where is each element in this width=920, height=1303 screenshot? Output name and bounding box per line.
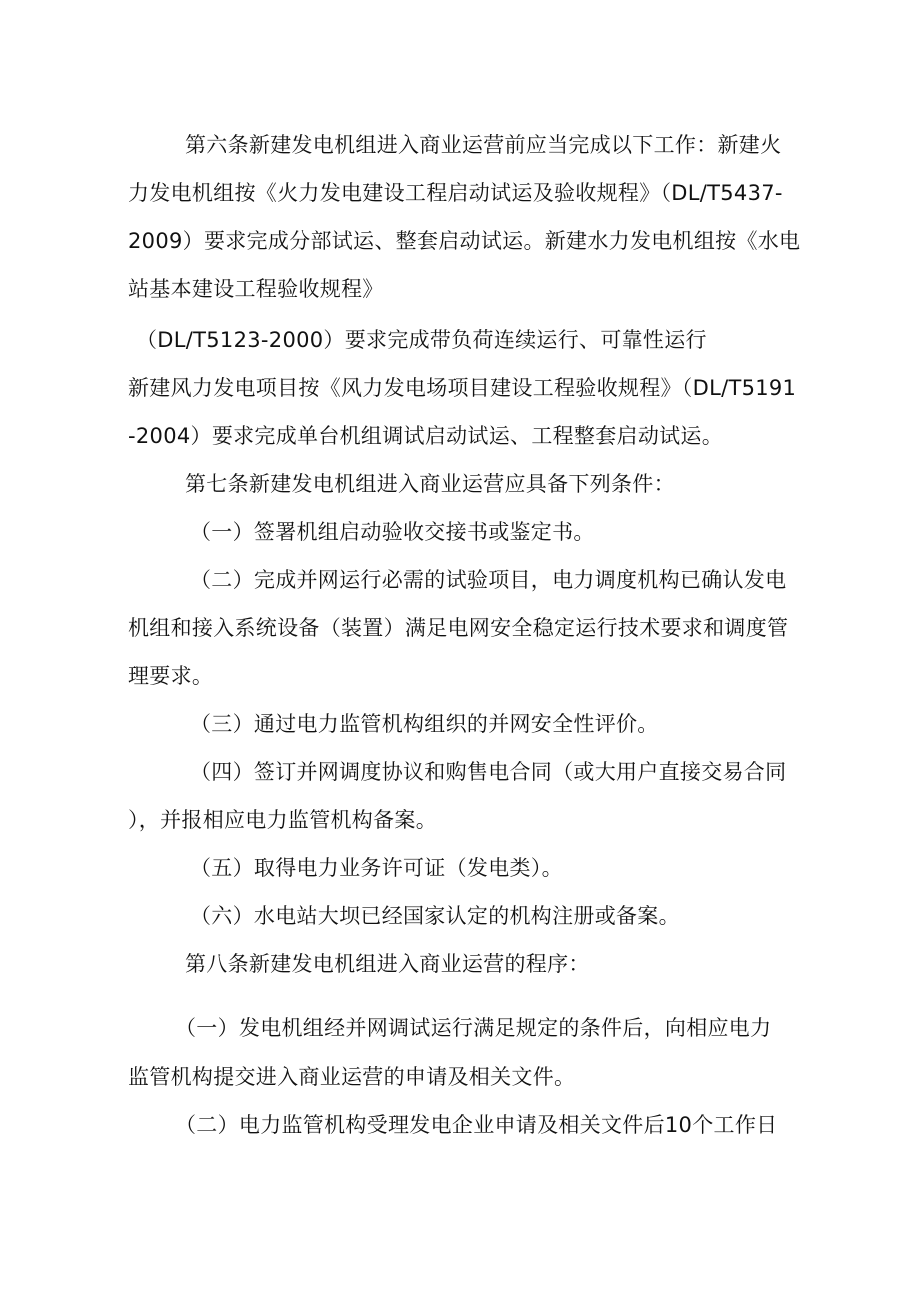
article-6-line-6: 新建风力发电项目按《风力发电场项目建设工程验收规程》（DL/T5191 (128, 376, 797, 400)
article-7-item-3: （三）通过电力监管机构组织的并网安全性评价。 (190, 712, 659, 736)
article-6-line-2: 力发电机组按《火力发电建设工程启动试运及验收规程》（DL/T5437- (128, 181, 783, 205)
article-8-heading: 第八条新建发电机组进入商业运营的程序： (185, 952, 590, 976)
article-7-item-4-line-2: ），并报相应电力监管机构备案。 (128, 808, 437, 832)
article-6-line-1: 第六条新建发电机组进入商业运营前应当完成以下工作：新建火 (185, 133, 782, 157)
article-6-line-7: -2004）要求完成单台机组调试启动试运、工程整套启动试运。 (128, 424, 724, 448)
article-7-item-2-line-2: 机组和接入系统设备（装置）满足电网安全稳定运行技术要求和调度管 (128, 616, 789, 640)
article-6-line-5: （DL/T5123-2000）要求完成带负荷连续运行、可靠性运行 (136, 328, 707, 352)
article-7-item-2-line-3: 理要求。 (128, 664, 214, 688)
article-6-line-4: 站基本建设工程验收规程》 (128, 277, 384, 301)
article-7-item-5: （五）取得电力业务许可证（发电类）。 (190, 856, 563, 880)
article-7-item-6: （六）水电站大坝已经国家认定的机构注册或备案。 (190, 904, 680, 928)
article-7-item-4-line-1: （四）签订并网调度协议和购售电合同（或大用户直接交易合同 (190, 760, 787, 784)
article-8-item-1-line-1: （一）发电机组经并网调试运行满足规定的条件后，向相应电力 (175, 1016, 772, 1040)
article-8-item-1-line-2: 监管机构提交进入商业运营的申请及相关文件。 (128, 1065, 576, 1089)
article-6-line-3: 2009）要求完成分部试运、整套启动试运。新建水力发电机组按《水电 (128, 229, 801, 253)
article-7-heading: 第七条新建发电机组进入商业运营应具备下列条件： (185, 472, 675, 496)
article-8-item-2-line-1: （二）电力监管机构受理发电企业申请及相关文件后10个工作日 (175, 1113, 778, 1137)
article-7-item-1: （一）签署机组启动验收交接书或鉴定书。 (190, 520, 595, 544)
article-7-item-2-line-1: （二）完成并网运行必需的试验项目，电力调度机构已确认发电 (190, 568, 787, 592)
